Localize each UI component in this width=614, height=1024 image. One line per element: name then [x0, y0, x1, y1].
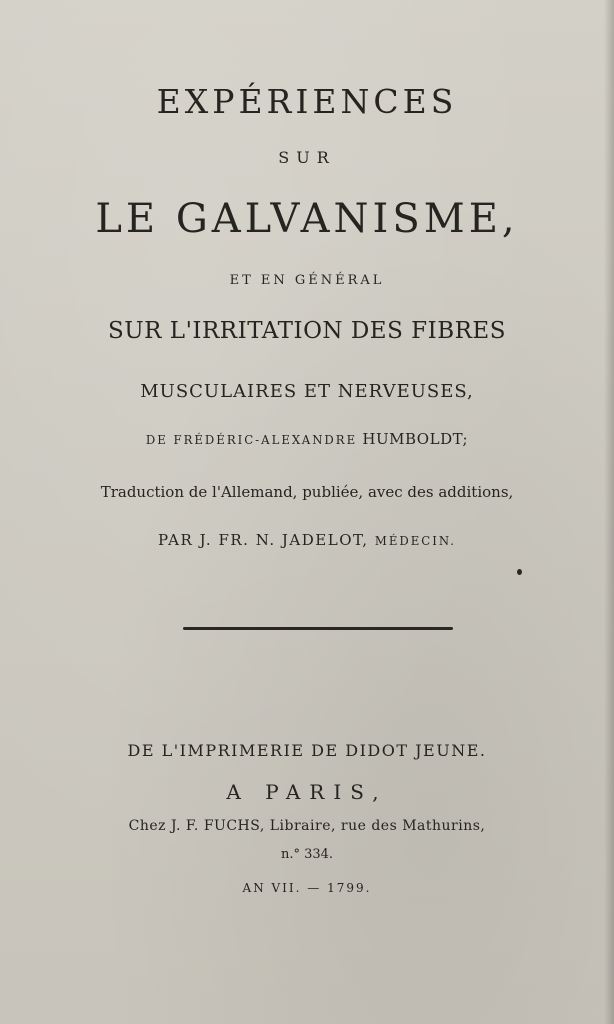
bookseller-line: Chez J. F. FUCHS, Libraire, rue des Mathurins,	[128, 818, 486, 834]
translator-role: MÉDECIN.	[374, 534, 457, 548]
translator-prefix: PAR J. FR. N.	[157, 531, 276, 549]
city-line: A PARIS,	[226, 780, 388, 804]
publication-date: AN VII. — 1799.	[242, 881, 372, 895]
divider-rule	[183, 627, 453, 630]
street-number-line: n.° 334.	[280, 847, 334, 862]
subtitle-line-3: MUSCULAIRES ET NERVEUSES,	[140, 381, 474, 402]
subtitle-line-1: ET EN GÉNÉRAL	[229, 273, 385, 288]
author-line	[0, 430, 614, 448]
subtitle-line-2: SUR L'IRRITATION DES FIBRES	[108, 318, 506, 344]
book-title-line-2: SUR	[278, 148, 336, 167]
translator-line	[0, 531, 614, 549]
author-surname: HUMBOLDT;	[362, 430, 469, 448]
printer-line: DE L'IMPRIMERIE DE DIDOT JEUNE.	[127, 741, 487, 760]
author-prefix: DE FRÉDÉRIC-ALEXANDRE	[145, 433, 358, 447]
book-title-line-3: LE GALVANISME,	[95, 196, 519, 242]
translator-name: JADELOT,	[281, 531, 369, 549]
ink-speck	[517, 569, 522, 575]
translation-note: Traduction de l'Allemand, publiée, avec des additions,	[100, 483, 514, 501]
book-title-line-1: EXPÉRIENCES	[156, 82, 458, 121]
